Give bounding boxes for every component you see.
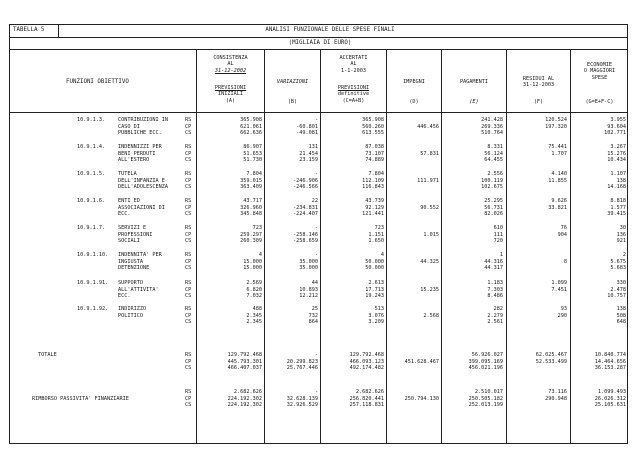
table-cell: 446.456 [417,123,439,130]
table-cell: 269.336 [481,123,503,130]
table-cell: 35.000 [299,265,318,272]
table-cell: 93.604 [607,123,626,130]
table-cell: 290.948 [545,395,567,402]
row-description: CASO DI [118,123,140,130]
table-cell: 7.451 [551,286,567,293]
table-cell: 326.960 [240,204,262,211]
table-cell: 50.000 [365,258,384,265]
table-cell: 3.209 [368,319,384,326]
row-description: SUPPORTO [118,280,143,286]
table-cell: 52.533.499 [535,358,567,365]
table-cell: 613.555 [362,130,384,137]
table-cell: 76 [560,225,567,231]
row-description: ECC. [118,211,131,218]
table-cell: 10.893 [299,286,318,293]
table-cell: 1.577 [610,204,626,211]
top-rule [9,24,628,25]
table-cell: 131 [308,144,318,150]
header-variazioni: VARIAZIONI [276,79,309,85]
header-residui: RESIDUI AL 31-12-2003 [522,76,555,89]
row-description: SOCIALI [118,238,140,245]
table-cell: -224.407 [293,211,318,218]
table-cell: 21.454 [299,150,318,157]
row-description: INGIUSTA [118,258,143,265]
table-cell: 723 [252,225,262,231]
table-cell: - [314,252,318,258]
table-cell: 250.794.130 [404,395,439,402]
label-divider [58,24,59,37]
table-cell: 451.628.467 [404,358,439,365]
table-cell: 1.107 [610,171,626,177]
row-description: DELL'INFANZIA E [118,177,165,184]
row-kind: CP [185,312,192,319]
table-cell: 30 [619,225,626,231]
row-kind: CS [185,293,192,300]
table-cell: 56.124 [484,150,503,157]
row-description: SERVIZI E [118,225,147,231]
table-cell: 7.032 [246,293,262,300]
table-cell: 2.556 [487,171,503,177]
table-cell: 330 [616,280,626,286]
table-cell: 257.118.831 [349,402,384,409]
row-kind: CS [185,157,192,164]
table-cell: 921 [616,238,626,245]
header-economie-sub: (G=E+F-C) [585,99,614,105]
table-cell: 73.107 [365,150,384,157]
table-cell: 20.299.823 [286,358,318,365]
table-cell: 2.561 [487,319,503,326]
table-cell: 1.650 [368,238,384,245]
table-cell: 513 [374,306,384,312]
table-cell: 456.021.196 [468,365,503,372]
table-cell: 732 [308,312,318,319]
table-cell: 75.441 [548,144,567,150]
table-cell: 33.821 [548,204,567,211]
table-cell: 290 [557,312,567,319]
table-cell: 662.636 [240,130,262,137]
totale-label: TOTALE [38,352,57,358]
row-description: ALL'ATTIVITA' [118,286,159,293]
table-cell: 100.119 [481,177,503,184]
row-description: TUTELA [118,171,137,177]
row-description: ASSOCIAZIONI DI [118,204,165,211]
table-cell: 51.653 [243,150,262,157]
table-cell: 4 [258,252,262,258]
table-cell: 56.926.027 [471,352,503,358]
table-cell: 3.267 [610,144,626,150]
row-description: ECC. [118,293,131,300]
header-pagamenti: PAGAMENTI [459,79,489,85]
table-cell: 129.792.468 [349,352,384,358]
table-cell: 12.212 [299,293,318,300]
row-kind: RS [185,306,192,312]
row-description: ALL'ESTERO [118,157,150,164]
table-cell: 359.015 [240,177,262,184]
col-sep-2 [264,49,265,444]
table-cell: 2.345 [246,312,262,319]
table-cell: 136 [616,231,626,238]
table-cell: -60.801 [296,123,318,130]
table-cell: 345.848 [240,211,262,218]
row-kind: RS [185,252,192,258]
table-cell: -246.906 [293,177,318,184]
col-sep-3 [320,49,321,444]
row-description: INDENNITA' PER [118,252,162,258]
table-cell: 51.730 [243,157,262,164]
header-pagamenti-sub: (E) [469,99,479,105]
table-cell: 2.682.626 [233,389,262,395]
table-cell: 610 [493,225,503,231]
header-economie: ECONOMIE O MAGGIORI SPESE [583,62,616,81]
row-kind: CS [185,402,192,409]
header-residui-sub: (F) [533,99,544,105]
table-cell: 2 [622,252,626,258]
table-cell: -258.659 [293,238,318,245]
row-kind: RS [185,117,192,123]
table-cell: 32.926.529 [286,402,318,409]
row-description: ENTI ED [118,198,140,204]
table-cell: 1.183 [487,280,503,286]
table-cell: 363.409 [240,184,262,191]
row-code: 10.9.1.7. [77,225,106,231]
table-cell: 22 [311,198,318,204]
col-sep-1 [196,49,197,444]
table-cell: 15.276 [607,150,626,157]
row-description: DELL'ADOLESCENZA [118,184,168,191]
table-cell: 64.455 [484,157,503,164]
row-kind: CP [185,231,192,238]
table-cell: 111 [493,231,503,238]
table-cell: 32.628.139 [286,395,318,402]
table-cell: 25.767.446 [286,365,318,372]
table-cell: 508 [616,312,626,319]
table-cell: 44 [311,280,318,286]
header-accertati-sub: PREVISIONI definitive (C=A+B) [337,85,370,104]
row-kind: CP [185,358,192,365]
row-code: 10.9.1.3. [77,117,106,123]
row-kind: CP [185,204,192,211]
table-cell: 488 [252,306,262,312]
table-cell: 10.434 [607,157,626,164]
title-rule [9,37,628,38]
table-cell: - [314,352,318,358]
table-cell: 4.140 [551,171,567,177]
row-description: POLITICO [118,312,143,319]
table-cell: 8.486 [487,293,503,300]
row-kind: RS [185,171,192,177]
row-kind: RS [185,352,192,358]
table-cell: 25.295 [484,198,503,204]
table-cell: 26.026.312 [594,395,626,402]
rimborso-label: RIMBORSO PASSIVITA' FINANZIARIE [32,395,129,402]
table-cell: 15.000 [243,258,262,265]
table-cell: 6.820 [246,286,262,293]
table-cell: 112.109 [362,177,384,184]
table-cell: 252.013.199 [468,402,503,409]
row-code: 10.9.1.92. [77,306,109,312]
table-cell: 36.153.287 [594,365,626,372]
row-kind: CS [185,211,192,218]
row-description: DETENZIONE [118,265,150,272]
table-cell: 43.717 [243,198,262,204]
table-cell: 1.015 [423,231,439,238]
table-cell: 282 [493,306,503,312]
table-cell: 7.804 [368,171,384,177]
table-cell: 260.309 [240,238,262,245]
row-kind: RS [185,280,192,286]
table-cell: 8.331 [487,144,503,150]
header-impegni: IMPEGNI [403,79,425,85]
col-sep-5 [441,49,442,444]
header-funzioni: FUNZIONI OBIETTIVO [66,79,129,85]
table-cell: 560.260 [362,123,384,130]
table-cell: 864 [308,319,318,326]
table-cell: 39.415 [607,211,626,218]
row-kind: CS [185,130,192,137]
table-cell: 87.038 [365,144,384,150]
table-cell: 102.675 [481,184,503,191]
table-cell: 102.771 [604,130,626,137]
table-cell: 10.840.774 [594,352,626,358]
table-cell: 2.568 [423,312,439,319]
table-cell: 62.025.467 [535,352,567,358]
row-code: 10.9.1.6. [77,198,106,204]
header-variazioni-sub: (B) [287,99,298,105]
table-cell: 35.000 [299,258,318,265]
table-cell: 250.505.182 [468,395,503,402]
table-cell: 2.279 [487,312,503,319]
table-cell: 90.552 [420,204,439,211]
table-cell: 648 [616,319,626,326]
table-cell: 93 [560,306,567,312]
col-sep-7 [570,49,571,444]
row-code: 10.9.1.5. [77,171,106,177]
row-kind: CP [185,123,192,130]
table-cell: 723 [374,225,384,231]
table-cell: 10.757 [607,293,626,300]
table-unit: (MIGLIAIA DI EURO) [288,40,352,46]
table-cell: -234.831 [293,204,318,211]
header-accertati: ACCERTATI AL 1-1-2003 [339,55,368,74]
table-cell: 492.174.482 [349,365,384,372]
table-cell: 57.831 [420,150,439,157]
table-cell: 8.818 [610,198,626,204]
table-cell: 44.325 [420,258,439,265]
row-kind: CP [185,286,192,293]
table-cell: 1.707 [551,150,567,157]
table-cell: 621.061 [240,123,262,130]
table-cell: - [314,117,318,123]
col-sep-4 [386,49,387,444]
table-cell: 25.105.631 [594,402,626,409]
table-cell: 44.316 [484,258,503,265]
table-cell: 2.613 [368,280,384,286]
row-kind: CP [185,258,192,265]
header-consistenza: CONSISTENZA AL 31-12-2002 [213,55,248,74]
table-cell: 19.243 [365,293,384,300]
table-cell: 399.095.169 [468,358,503,365]
table-cell: 241.428 [481,117,503,123]
row-description: PUBBLICHE ECC. [118,130,162,137]
table-cell: 11.855 [548,177,567,184]
table-cell: 1.099 [551,280,567,286]
table-cell: 86.907 [243,144,262,150]
table-cell: -258.146 [293,231,318,238]
row-kind: RS [185,144,192,150]
table-cell: 256.820.441 [349,395,384,402]
header-impegni-sub: (D) [409,99,419,105]
table-cell: 50.000 [365,265,384,272]
table-cell: 129.792.468 [227,352,262,358]
table-cell: 3.955 [610,117,626,123]
row-code: 10.9.1.91. [77,280,109,286]
table-cell: 138 [616,177,626,184]
table-cell: 56.731 [484,204,503,211]
table-cell: - [314,389,318,395]
table-cell: 9.626 [551,198,567,204]
table-cell: 73.116 [548,389,567,395]
header-top-rule [9,49,628,50]
table-cell: -246.566 [293,184,318,191]
row-code: 10.9.1.10. [77,252,109,258]
row-description: INDENNIZZI PER [118,144,162,150]
table-cell: 14.168 [607,184,626,191]
table-cell: 1.151 [368,231,384,238]
table-cell: 466.093.123 [349,358,384,365]
table-cell: - [314,171,318,177]
row-kind: RS [185,198,192,204]
table-label: TABELLA 5 [13,27,45,33]
table-cell: 2.682.626 [355,389,384,395]
table-cell: 43.739 [365,198,384,204]
row-kind: CP [185,395,192,402]
table-cell: 8 [563,258,567,265]
row-kind: CS [185,238,192,245]
row-kind: CP [185,177,192,184]
row-kind: RS [185,225,192,231]
table-title: ANALISI FUNZIONALE DELLE SPESE FINALI [265,27,395,33]
table-cell: 259.297 [240,231,262,238]
header-consistenza-sub: PREVISIONI INIZIALI (A) [214,85,247,104]
table-cell: -49.081 [296,130,318,137]
table-cell: 5.683 [610,265,626,272]
table-cell: 111.971 [417,177,439,184]
table-cell: 25 [311,306,318,312]
table-cell: 44.317 [484,265,503,272]
table-cell: 510.764 [481,130,503,137]
row-code: 10.9.1.4. [77,144,106,150]
table-cell: 5.675 [610,258,626,265]
row-description: BENI PERDUTI [118,150,156,157]
table-cell: 7.804 [246,171,262,177]
table-cell: 2.510.017 [474,389,503,395]
table-cell: 224.192.302 [227,395,262,402]
row-kind: CS [185,184,192,191]
row-kind: RS [185,389,192,395]
table-cell: 1.099.493 [597,389,626,395]
row-kind: CS [185,265,192,272]
table-cell: 2.478 [610,286,626,293]
row-kind: CS [185,319,192,326]
table-cell: 15.235 [420,286,439,293]
row-kind: CP [185,150,192,157]
table-cell: 4 [380,252,384,258]
table-cell: 197.320 [545,123,567,130]
table-cell: 466.407.037 [227,365,262,372]
row-description: INDIRIZZO [118,306,147,312]
row-description: CONTRIBUZIONI IN [118,117,168,123]
table-cell: 3.076 [368,312,384,319]
table-cell: 14.464.656 [594,358,626,365]
table-cell: 365.908 [240,117,262,123]
table-cell: 17.713 [365,286,384,293]
table-cell: 138 [616,306,626,312]
header-bottom-rule [9,112,628,113]
col-sep-6 [506,49,507,444]
table-cell: 116.843 [362,184,384,191]
table-cell: 82.026 [484,211,503,218]
table-cell: 1 [499,252,503,258]
table-cell: 7.303 [487,286,503,293]
table-cell: 365.908 [362,117,384,123]
table-cell: 23.159 [299,157,318,164]
row-kind: CS [185,365,192,372]
table-cell: 15.000 [243,265,262,272]
table-cell: 2.569 [246,280,262,286]
table-cell: 74.889 [365,157,384,164]
table-cell: 445.793.301 [227,358,262,365]
table-cell: 2.345 [246,319,262,326]
table-cell: 720 [493,238,503,245]
table-cell: - [314,225,318,231]
table-cell: 121.441 [362,211,384,218]
table-cell: 120.524 [545,117,567,123]
table-cell: 904 [557,231,567,238]
table-cell: 92.129 [365,204,384,211]
table-cell: 224.192.302 [227,402,262,409]
row-description: PROFESSIONI [118,231,153,238]
